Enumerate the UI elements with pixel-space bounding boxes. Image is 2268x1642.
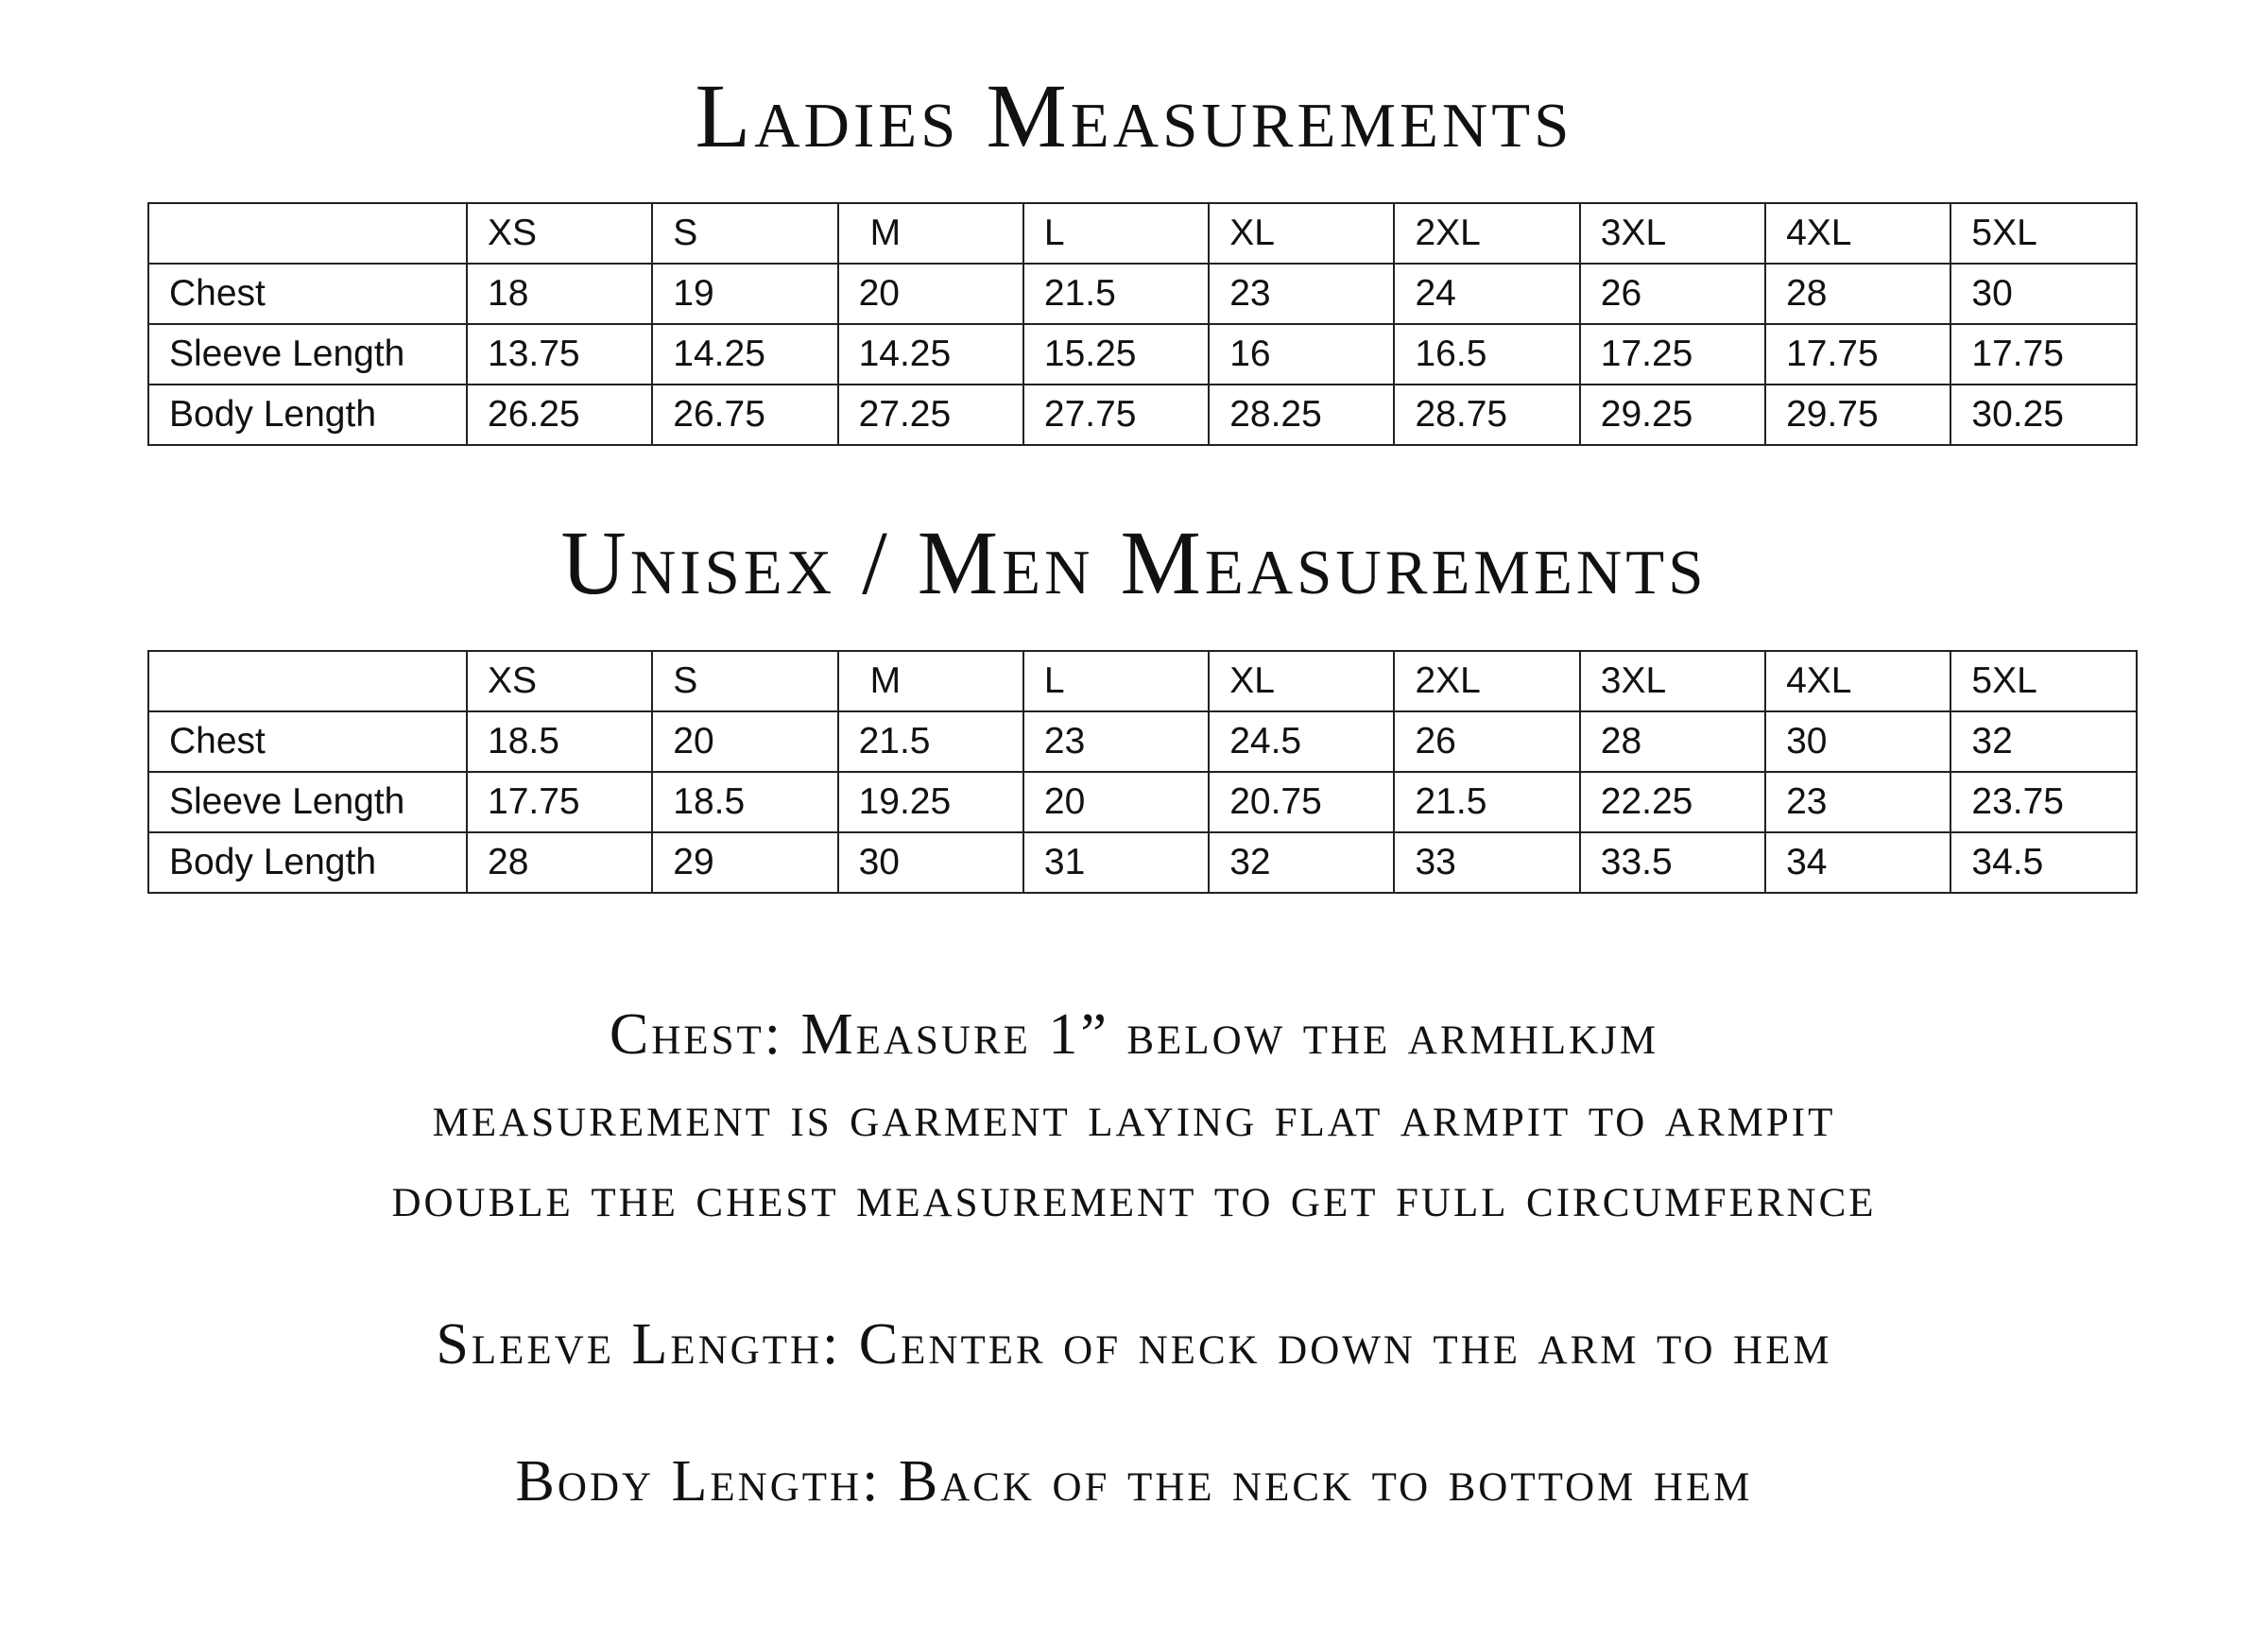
header-cell: 2XL bbox=[1394, 203, 1579, 264]
table-cell: 19.25 bbox=[838, 772, 1023, 832]
table-cell: 33.5 bbox=[1580, 832, 1765, 893]
table-cell: 23 bbox=[1023, 711, 1209, 772]
header-cell bbox=[148, 651, 467, 711]
table-cell: 16.5 bbox=[1394, 324, 1579, 385]
table-cell: 27.75 bbox=[1023, 385, 1209, 445]
table-row bbox=[148, 832, 2137, 893]
table-cell: 20 bbox=[652, 711, 837, 772]
table-cell: 21.5 bbox=[1394, 772, 1579, 832]
header-cell: 4XL bbox=[1765, 651, 1950, 711]
header-cell: 2XL bbox=[1394, 651, 1579, 711]
table-cell: 17.75 bbox=[467, 772, 652, 832]
header-cell: M bbox=[838, 651, 1023, 711]
table-cell: 21.5 bbox=[838, 711, 1023, 772]
table-cell: 26 bbox=[1394, 711, 1579, 772]
header-cell: XS bbox=[467, 203, 652, 264]
table-cell: 30.25 bbox=[1950, 385, 2136, 445]
header-cell: S bbox=[652, 651, 837, 711]
body-length-note: Body Length: Back of the neck to bottom hem bbox=[515, 1449, 1753, 1514]
header-cell: 5XL bbox=[1950, 651, 2136, 711]
table-cell: 20 bbox=[838, 264, 1023, 324]
row-label: Sleeve Length bbox=[148, 324, 467, 385]
table-header-row bbox=[148, 203, 2137, 264]
table-cell: 33 bbox=[1394, 832, 1579, 893]
table-cell: 16 bbox=[1209, 324, 1394, 385]
header-cell: XS bbox=[467, 651, 652, 711]
table-cell: 30 bbox=[1765, 711, 1950, 772]
table-cell: 26.25 bbox=[467, 385, 652, 445]
header-cell: 3XL bbox=[1580, 651, 1765, 711]
header-cell: XL bbox=[1209, 203, 1394, 264]
table-cell: 19 bbox=[652, 264, 837, 324]
table-cell: 22.25 bbox=[1580, 772, 1765, 832]
header-cell: 3XL bbox=[1580, 203, 1765, 264]
table-cell: 17.75 bbox=[1950, 324, 2136, 385]
table-cell: 15.25 bbox=[1023, 324, 1209, 385]
sleeve-length-note: Sleeve Length: Center of neck down the arm to hem bbox=[436, 1312, 1832, 1377]
table-cell: 23 bbox=[1765, 772, 1950, 832]
header-cell: XL bbox=[1209, 651, 1394, 711]
table-row bbox=[148, 385, 2137, 445]
table-row bbox=[148, 264, 2137, 324]
table-cell: 18.5 bbox=[652, 772, 837, 832]
table-cell: 23 bbox=[1209, 264, 1394, 324]
table-cell: 28.75 bbox=[1394, 385, 1579, 445]
ladies-measurements-title: Ladies Measurements bbox=[695, 65, 1573, 166]
table-row bbox=[148, 711, 2137, 772]
table-cell: 30 bbox=[838, 832, 1023, 893]
table-cell: 17.75 bbox=[1765, 324, 1950, 385]
table-cell: 23.75 bbox=[1950, 772, 2136, 832]
row-label: Sleeve Length bbox=[148, 772, 467, 832]
table-row bbox=[148, 324, 2137, 385]
header-cell bbox=[148, 203, 467, 264]
header-cell: 5XL bbox=[1950, 203, 2136, 264]
chest-note-circumference: double the chest measurement to get full circumfernce bbox=[391, 1165, 1877, 1229]
table-cell: 26.75 bbox=[652, 385, 837, 445]
unisex-men-measurements-title: Unisex / Men Measurements bbox=[560, 512, 1708, 613]
table-cell: 27.25 bbox=[838, 385, 1023, 445]
table-cell: 34.5 bbox=[1950, 832, 2136, 893]
table-cell: 28 bbox=[1580, 711, 1765, 772]
ladies-size-table bbox=[147, 202, 2138, 446]
table-cell: 30 bbox=[1950, 264, 2136, 324]
row-label: Body Length bbox=[148, 832, 467, 893]
table-cell: 20.75 bbox=[1209, 772, 1394, 832]
row-label: Chest bbox=[148, 264, 467, 324]
table-cell: 29.25 bbox=[1580, 385, 1765, 445]
table-cell: 34 bbox=[1765, 832, 1950, 893]
table-cell: 29 bbox=[652, 832, 837, 893]
table-cell: 28.25 bbox=[1209, 385, 1394, 445]
table-cell: 18 bbox=[467, 264, 652, 324]
table-cell: 24 bbox=[1394, 264, 1579, 324]
table-cell: 32 bbox=[1950, 711, 2136, 772]
table-cell: 24.5 bbox=[1209, 711, 1394, 772]
table-cell: 13.75 bbox=[467, 324, 652, 385]
header-cell: 4XL bbox=[1765, 203, 1950, 264]
table-cell: 28 bbox=[1765, 264, 1950, 324]
header-cell: M bbox=[838, 203, 1023, 264]
table-cell: 20 bbox=[1023, 772, 1209, 832]
chest-note: Chest: Measure 1” below the armhlkjm bbox=[609, 1002, 1659, 1067]
table-header-row bbox=[148, 651, 2137, 711]
header-cell: L bbox=[1023, 203, 1209, 264]
table-row bbox=[148, 772, 2137, 832]
table-cell: 31 bbox=[1023, 832, 1209, 893]
table-cell: 14.25 bbox=[838, 324, 1023, 385]
table-cell: 18.5 bbox=[467, 711, 652, 772]
row-label: Body Length bbox=[148, 385, 467, 445]
table-cell: 32 bbox=[1209, 832, 1394, 893]
table-cell: 17.25 bbox=[1580, 324, 1765, 385]
table-cell: 28 bbox=[467, 832, 652, 893]
row-label: Chest bbox=[148, 711, 467, 772]
table-cell: 21.5 bbox=[1023, 264, 1209, 324]
table-cell: 29.75 bbox=[1765, 385, 1950, 445]
table-cell: 14.25 bbox=[652, 324, 837, 385]
header-cell: S bbox=[652, 203, 837, 264]
chest-note-detail: measurement is garment laying flat armpit to armpit bbox=[432, 1085, 1836, 1149]
header-cell: L bbox=[1023, 651, 1209, 711]
table-cell: 26 bbox=[1580, 264, 1765, 324]
unisex-men-size-table bbox=[147, 650, 2138, 894]
